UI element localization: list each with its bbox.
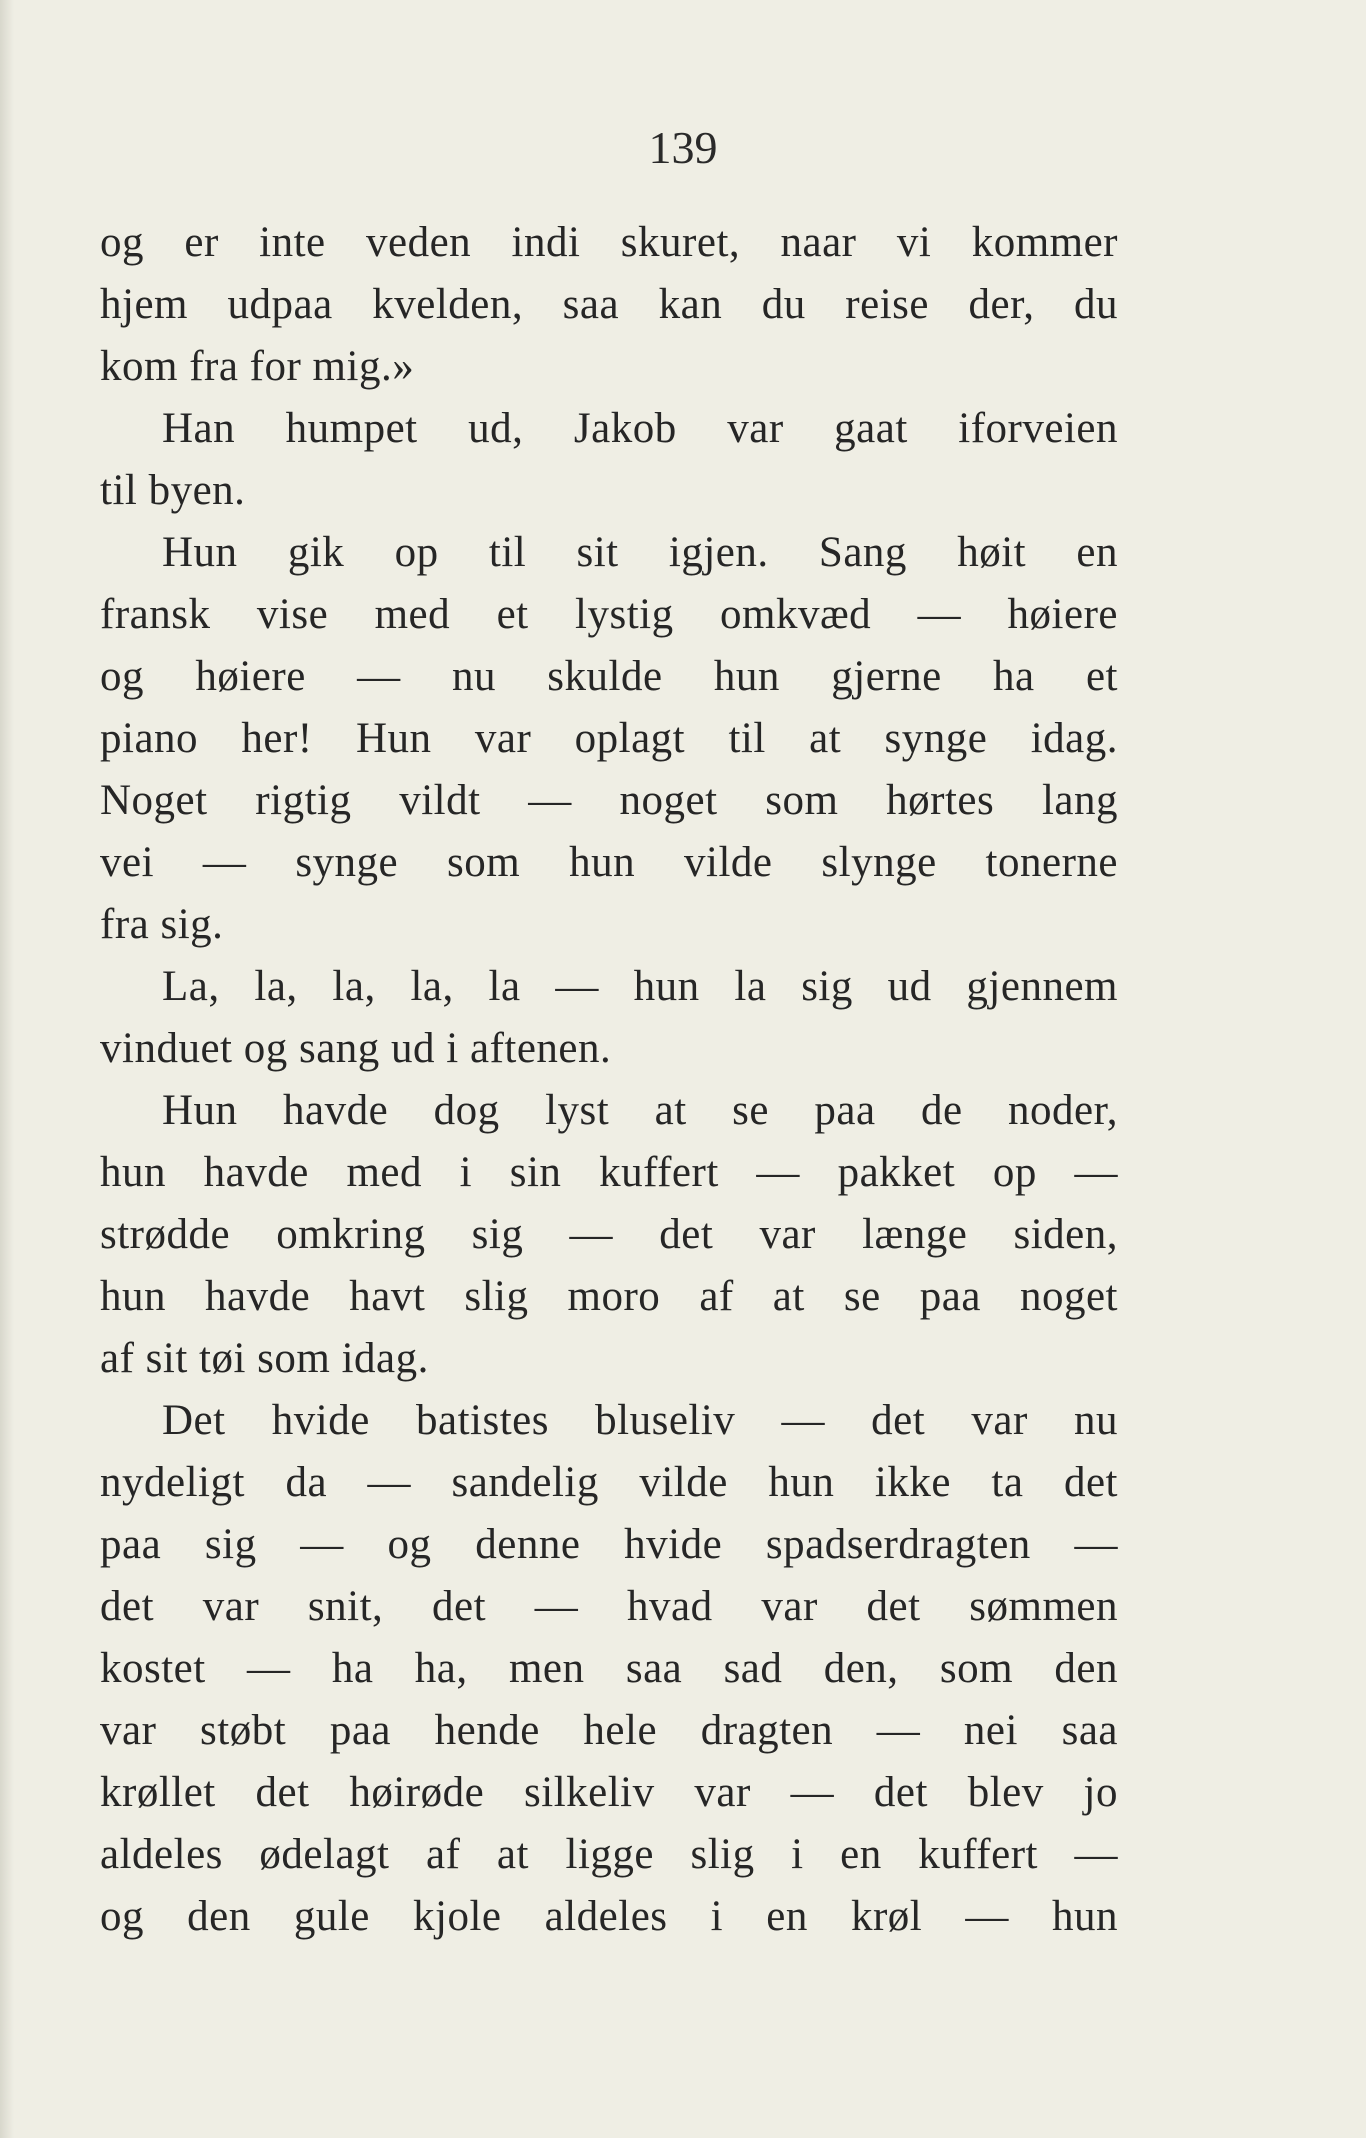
text-line: vinduet og sang ud i aftenen. (100, 1025, 612, 1072)
text-line: Det hvide batistes bluseliv — det var nu (162, 1397, 1118, 1444)
text-line: og høiere — nu skulde hun gjerne ha et (100, 653, 1118, 700)
text-line: Han humpet ud, Jakob var gaat iforveien (162, 405, 1118, 452)
text-line: Hun havde dog lyst at se paa de noder, (162, 1087, 1118, 1134)
text-line: kostet — ha ha, men saa sad den, som den (100, 1645, 1118, 1692)
text-line: nydeligt da — sandelig vilde hun ikke ta det (100, 1459, 1118, 1506)
text-line: fra sig. (100, 901, 224, 948)
text-line: fransk vise med et lystig omkvæd — høiere (100, 591, 1118, 638)
text-line: aldeles ødelagt af at ligge slig i en kuffert — (100, 1831, 1118, 1878)
page-edge (0, 0, 14, 2138)
text-line: Noget rigtig vildt — noget som hørtes lang (100, 777, 1118, 824)
text-line: strødde omkring sig — det var længe siden, (100, 1211, 1118, 1258)
text-line: til byen. (100, 467, 246, 514)
text-line: paa sig — og denne hvide spadserdragten — (100, 1521, 1118, 1568)
text-line: La, la, la, la, la — hun la sig ud gjennem (162, 963, 1118, 1010)
text-line: af sit tøi som idag. (100, 1335, 429, 1382)
page-number: 139 (648, 122, 718, 173)
text-line: hun havde med i sin kuffert — pakket op — (100, 1149, 1118, 1196)
text-line: var støbt paa hende hele dragten — nei saa (100, 1707, 1118, 1754)
text-line: hjem udpaa kvelden, saa kan du reise der, du (100, 281, 1118, 328)
text-line: krøllet det høirøde silkeliv var — det blev jo (100, 1769, 1118, 1816)
text-line: kom fra for mig.» (100, 343, 415, 390)
text-line: og er inte veden indi skuret, naar vi kommer (100, 219, 1118, 266)
text-line: piano her! Hun var oplagt til at synge idag. (100, 715, 1118, 762)
text-line: Hun gik op til sit igjen. Sang høit en (162, 529, 1118, 576)
body-text (100, 212, 1118, 1948)
text-line: det var snit, det — hvad var det sømmen (100, 1583, 1118, 1630)
text-line: vei — synge som hun vilde slynge tonerne (100, 839, 1118, 886)
text-line: og den gule kjole aldeles i en krøl — hun (100, 1893, 1118, 1940)
text-line: hun havde havt slig moro af at se paa noget (100, 1273, 1118, 1320)
